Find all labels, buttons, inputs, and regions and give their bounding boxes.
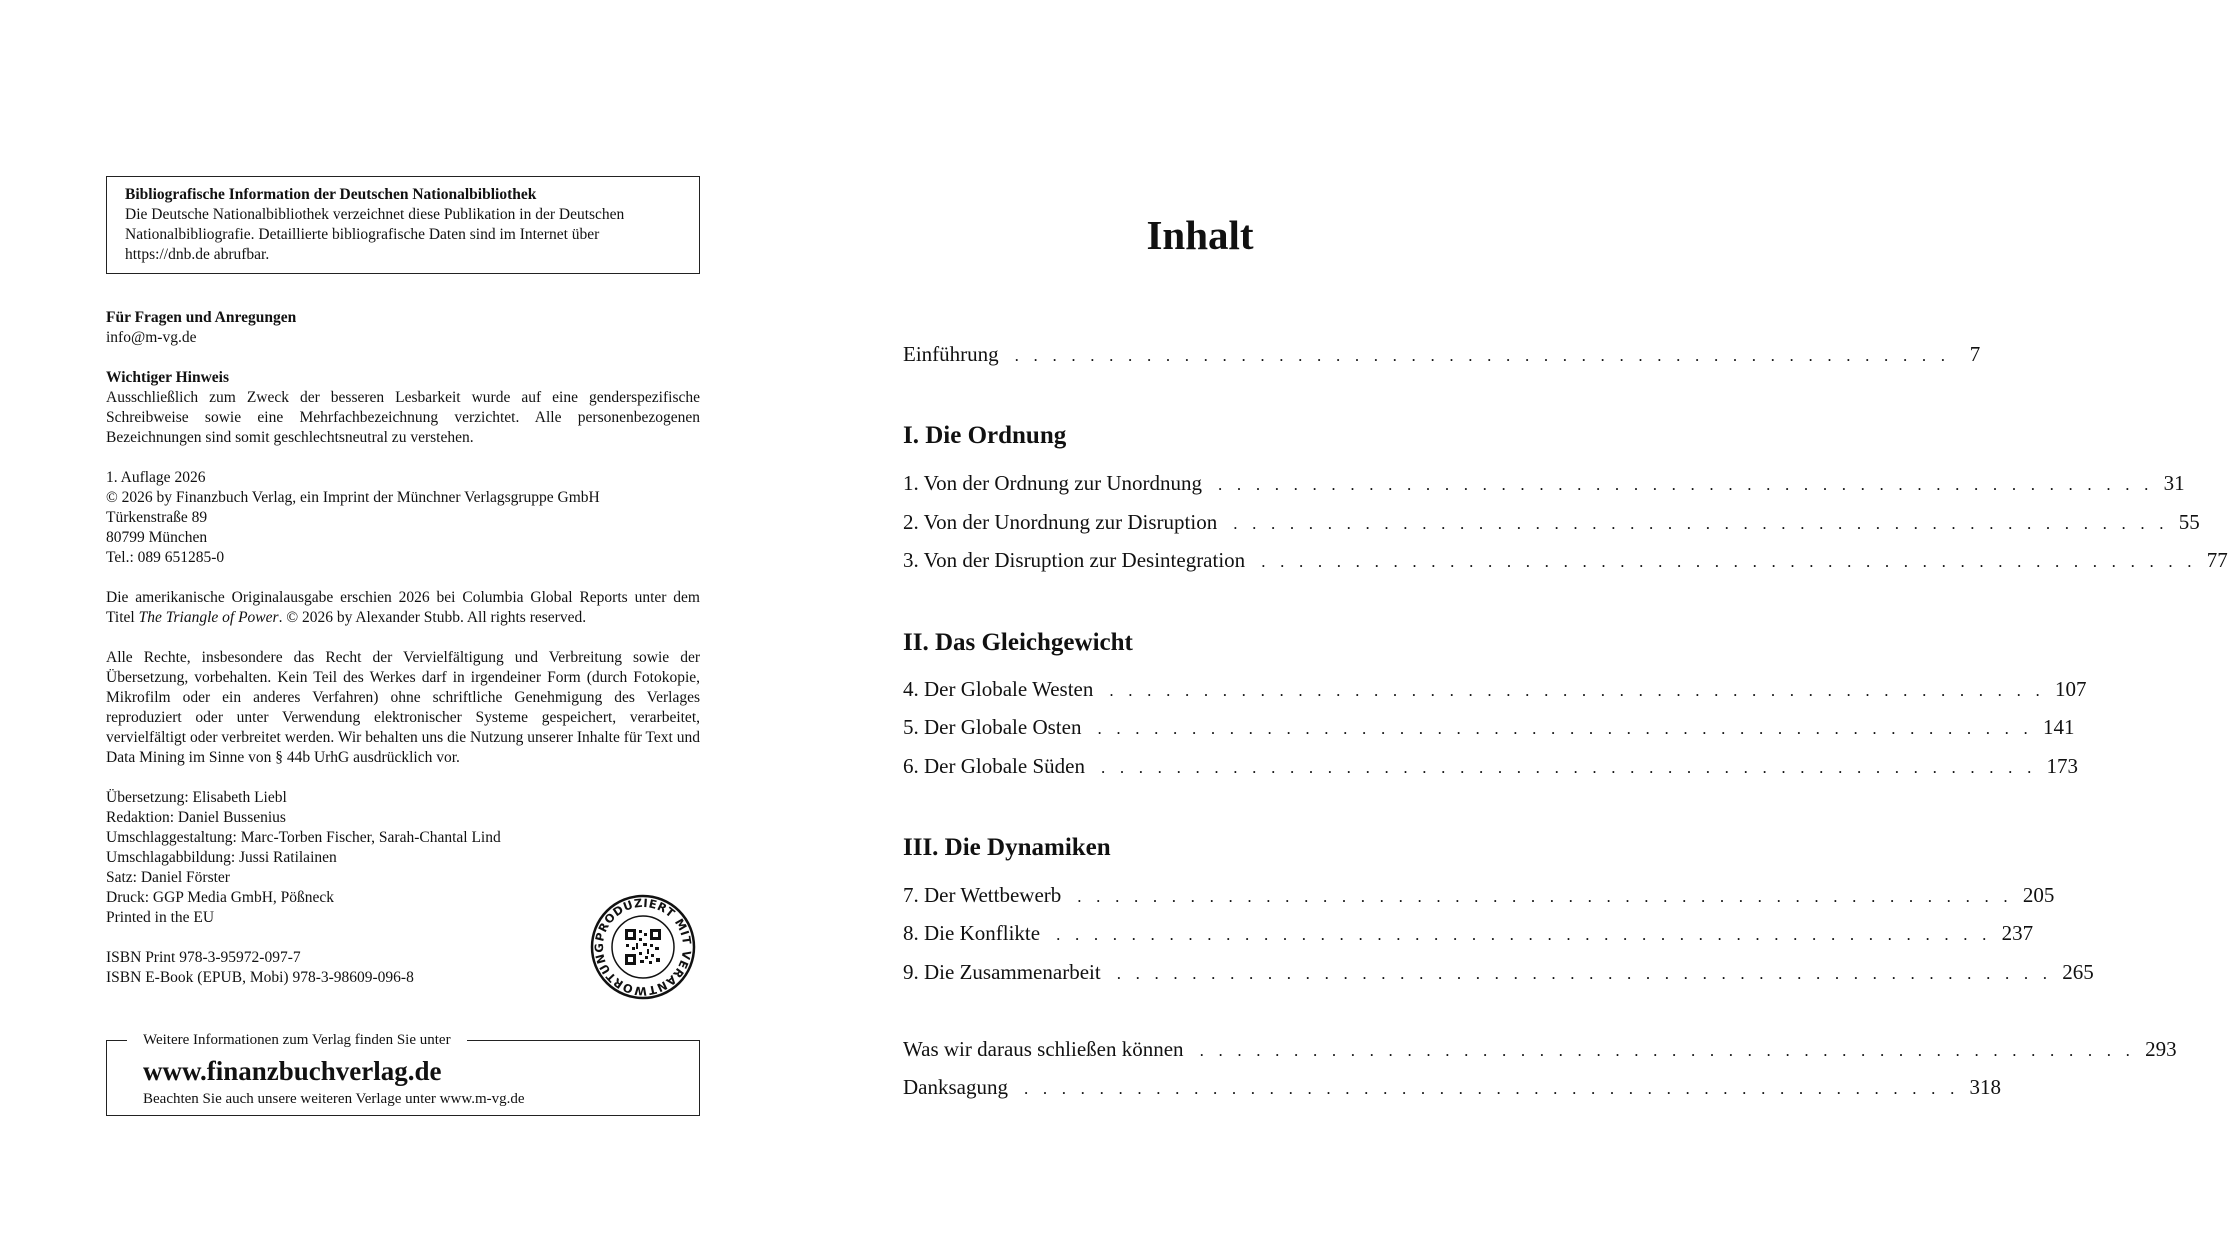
publisher-info-box: [106, 1032, 700, 1116]
toc-entry[interactable]: [903, 919, 2034, 947]
toc-entry-page: 205: [2022, 883, 2055, 907]
toc-entry-label: 1. Von der Ordnung zur Unordnung: [903, 471, 1203, 495]
toc-entry[interactable]: [903, 546, 2228, 574]
phone-line: Tel.: 089 651285-0: [106, 549, 225, 566]
toc-leader-dots: . . . . . . . . . . . . . . . . . . . . . . . . . . . . . . . . . . . . . . . . . . . . . . . . . .: [1261, 552, 2197, 571]
dnb-info-box: [106, 176, 700, 274]
toc-entry[interactable]: [903, 508, 2200, 536]
publisher-website-link[interactable]: www.finanzbuchverlag.de: [143, 1056, 442, 1086]
toc-entry[interactable]: [903, 469, 2185, 497]
toc-entry-page: 77: [2206, 548, 2228, 572]
toc-title: Inhalt: [1146, 212, 1254, 258]
toc-entry-label: 3. Von der Disruption zur Desintegration: [903, 548, 1246, 572]
toc-entry-page: 237: [2001, 921, 2034, 945]
toc-entry-label: 8. Die Konflikte: [903, 921, 1041, 945]
toc-leader-dots: . . . . . . . . . . . . . . . . . . . . . . . . . . . . . . . . . . . . . . . . . . . . . . . . . .: [1077, 887, 2013, 906]
isbn-ebook: ISBN E-Book (EPUB, Mobi) 978-3-98609-096-8: [106, 969, 414, 986]
toc-entry-page: 55: [2178, 510, 2200, 534]
isbn-print: ISBN Print 978-3-95972-097-7: [106, 949, 301, 966]
toc-entry[interactable]: [903, 1073, 2002, 1101]
produced-responsibly-seal-icon: [590, 894, 696, 1000]
credits-block: [106, 788, 700, 999]
toc-leader-dots: . . . . . . . . . . . . . . . . . . . . . . . . . . . . . . . . . . . . . . . . . . . . . . . . . .: [1116, 964, 2053, 983]
toc-entry[interactable]: [903, 713, 2075, 741]
toc-entry-label: 9. Die Zusammenarbeit: [903, 960, 1101, 984]
toc-entry-page: 293: [2145, 1037, 2177, 1061]
toc-entry[interactable]: [903, 675, 2087, 703]
toc-entry-label: Danksagung: [903, 1075, 1008, 1099]
seal-text: PRODUZIERT MIT VERANTWORTUNG: [591, 895, 695, 999]
edition-line: 1. Auflage 2026: [106, 469, 206, 486]
toc-entry-label: 4. Der Globale Westen: [903, 677, 1094, 701]
publisher-box-label: Weitere Informationen zum Verlag finden Sie unter: [127, 1030, 467, 1050]
contact-heading: Für Fragen und Anregungen: [106, 309, 297, 326]
toc-entry-page: 265: [2062, 960, 2094, 984]
address-city: 80799 München: [106, 529, 208, 546]
toc-leader-dots: . . . . . . . . . . . . . . . . . . . . . . . . . . . . . . . . . . . . . . . . . . . . . . . . . .: [1100, 758, 2037, 777]
toc-leader-dots: . . . . . . . . . . . . . . . . . . . . . . . . . . . . . . . . . . . . . . . . . . . . . . . . . .: [1218, 475, 2154, 494]
toc-leader-dots: . . . . . . . . . . . . . . . . . . . . . . . . . . . . . . . . . . . . . . . . . . . . . . . . . .: [1023, 1079, 1960, 1098]
toc-entry[interactable]: [903, 881, 2055, 909]
rights-text: Alle Rechte, insbesondere das Recht der Vervielfältigung und Verbreitung sowie der Übersetzung, vorbehalten. Kein Teil des Werkes darf in irgendeiner Form (durch Fotokopie, Mikrofilm oder ein anderes Verfahren) ohne schriftliche Genehmigung des Verlages reproduziert oder unter Verwendung elektronischer Systeme gespeichert, verarbeitet, vervielfältigt oder verbreitet werden. Wir behalten uns die Nutzung unserer Inhalte für Text und Data Mining im Sinne von § 44b UrhG ausdrücklich vor.: [106, 649, 700, 766]
toc-entry[interactable]: [903, 340, 1981, 368]
notice-heading: Wichtiger Hinweis: [106, 369, 229, 386]
publisher-box-note: Beachten Sie auch unsere weiteren Verlage unter www.m-vg.de: [143, 1091, 525, 1107]
dnb-line: Die Deutsche Nationalbibliothek verzeichnet diese Publikation in der Deutschen: [125, 206, 625, 223]
toc-entry-page: 318: [1969, 1075, 2002, 1099]
credit-line: Redaktion: Daniel Bussenius: [106, 809, 286, 826]
toc-entry-label: 7. Der Wettbewerb: [903, 883, 1062, 907]
toc-entry-label: Einführung: [903, 342, 999, 366]
contact-email[interactable]: info@m-vg.de: [106, 329, 197, 346]
toc-leader-dots: . . . . . . . . . . . . . . . . . . . . . . . . . . . . . . . . . . . . . . . . . . . . . . . . . .: [1056, 925, 1992, 944]
toc-entry-page: 173: [2046, 754, 2079, 778]
toc-leader-dots: . . . . . . . . . . . . . . . . . . . . . . . . . . . . . . . . . . . . . . . . . . . . . . . . . .: [1014, 346, 1951, 365]
original-prefix: Die amerikanische Originalausgabe erschien 2026 bei Columbia Global Reports unter dem Titel: [106, 589, 700, 626]
credit-line: Printed in the EU: [106, 909, 215, 926]
credit-line: Umschlaggestaltung: Marc-Torben Fischer, Sarah-Chantal Lind: [106, 829, 501, 846]
original-edition-note: [106, 588, 700, 628]
dnb-line: Nationalbibliografie. Detaillierte bibliografische Daten sind im Internet über: [125, 226, 600, 243]
toc-part-heading: III. Die Dynamiken: [903, 834, 1111, 861]
toc-entry-page: 107: [2054, 677, 2087, 701]
credit-line: Umschlagabbildung: Jussi Ratilainen: [106, 849, 337, 866]
toc-entry[interactable]: [903, 1035, 2177, 1063]
imprint-page: [106, 176, 700, 999]
toc-entry-page: 7: [1969, 342, 1981, 366]
toc-entry-label: 2. Von der Unordnung zur Disruption: [903, 510, 1218, 534]
dnb-title: Bibliografische Information der Deutschen Nationalbibliothek: [125, 186, 537, 203]
toc-leader-dots: . . . . . . . . . . . . . . . . . . . . . . . . . . . . . . . . . . . . . . . . . . . . . . . . . .: [1199, 1041, 2136, 1060]
toc-part-heading: II. Das Gleichgewicht: [903, 629, 1133, 656]
original-suffix: . © 2026 by Alexander Stubb. All rights reserved.: [278, 609, 587, 626]
toc-part-heading: I. Die Ordnung: [903, 422, 1067, 449]
credit-line: Druck: GGP Media GmbH, Pößneck: [106, 889, 335, 906]
toc-leader-dots: . . . . . . . . . . . . . . . . . . . . . . . . . . . . . . . . . . . . . . . . . . . . . . . . . .: [1233, 514, 2169, 533]
dnb-link-line: https://dnb.de abrufbar.: [125, 246, 270, 263]
original-title: The Triangle of Power: [138, 609, 279, 626]
toc-entry-page: 31: [2163, 471, 2185, 495]
notice-text: Ausschließlich zum Zweck der besseren Lesbarkeit wurde auf eine genderspezifische Schreibweise sowie eine Mehrfachbezeichnung verzichtet. Alle personenbezogenen Bezeichnungen sind somit geschlechtsneutral zu verstehen.: [106, 389, 700, 446]
toc-leader-dots: . . . . . . . . . . . . . . . . . . . . . . . . . . . . . . . . . . . . . . . . . . . . . . . . . .: [1097, 719, 2034, 738]
address-street: Türkenstraße 89: [106, 509, 208, 526]
toc-entry[interactable]: [903, 958, 2094, 986]
credit-line: Übersetzung: Elisabeth Liebl: [106, 789, 287, 806]
toc-entry-label: Was wir daraus schließen können: [903, 1037, 1184, 1061]
credit-line: Satz: Daniel Förster: [106, 869, 230, 886]
toc-leader-dots: . . . . . . . . . . . . . . . . . . . . . . . . . . . . . . . . . . . . . . . . . . . . . . . . . .: [1109, 681, 2045, 700]
copyright-line: © 2026 by Finanzbuch Verlag, ein Imprint der Münchner Verlagsgruppe GmbH: [106, 489, 600, 506]
toc-entry[interactable]: [903, 752, 2079, 780]
qr-code-icon: [625, 929, 661, 965]
toc-entry-page: 141: [2043, 715, 2075, 739]
toc-entry-label: 6. Der Globale Süden: [903, 754, 1085, 778]
toc-entry-label: 5. Der Globale Osten: [903, 715, 1082, 739]
